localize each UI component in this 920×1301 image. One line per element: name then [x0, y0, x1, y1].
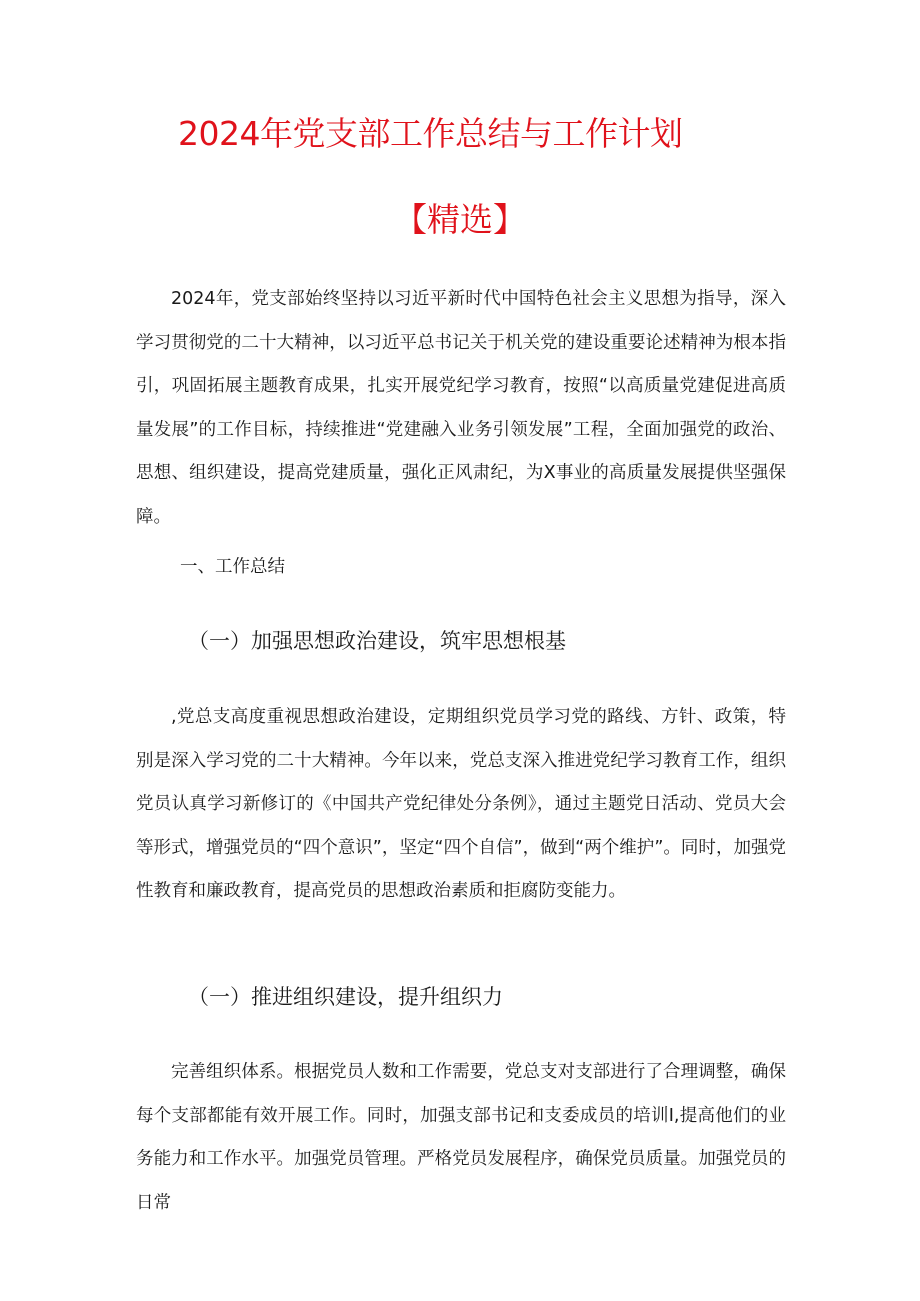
document-title-tag: 【精选】 [394, 200, 526, 239]
subsection-heading-ideology: （一）加强思想政治建设，筑牢思想根基 [188, 629, 566, 653]
document-title: 2024年党支部工作总结与工作计划 [178, 114, 683, 153]
section-heading-summary: 一、工作总结 [180, 557, 285, 577]
subsection-heading-organization: （一）推进组织建设，提升组织力 [188, 985, 503, 1009]
ideology-paragraph: ,党总支高度重视思想政治建设，定期组织党员学习党的路线、方针、政策，特别是深入学习党的二十大精神。今年以来，党总支深入推进党纪学习教育工作，组织党员认真学习新修订的《中国共产党纪律处分条例》，通过主题党日活动、党员大会等形式，增强党员的“四个意识”，坚定“四个自信”，做到“两个维护”。同时，加强党性教育和廉政教育，提高党员的思想政治素质和拒腐防变能力。 [136, 707, 786, 901]
organization-paragraph: 完善组织体系。根据党员人数和工作需要，党总支对支部进行了合理调整，确保每个支部都能有效开展工作。同时，加强支部书记和支委成员的培训I,提高他们的业务能力和工作水平。加强党员管理。严格党员发展程序，确保党员质量。加强党员的日常 [136, 1062, 786, 1213]
intro-paragraph: 2024年，党支部始终坚持以习近平新时代中国特色社会主义思想为指导，深入学习贯彻党的二十大精神，以习近平总书记关于机关党的建设重要论述精神为根本指引，巩固拓展主题教育成果，扎实开展党纪学习教育，按照“以高质量党建促进高质量发展”的工作目标，持续推进“党建融入业务引领发展”工程，全面加强党的政治、思想、组织建设，提高党建质量，强化正风肃纪，为X事业的高质量发展提供坚强保障。 [136, 289, 786, 527]
